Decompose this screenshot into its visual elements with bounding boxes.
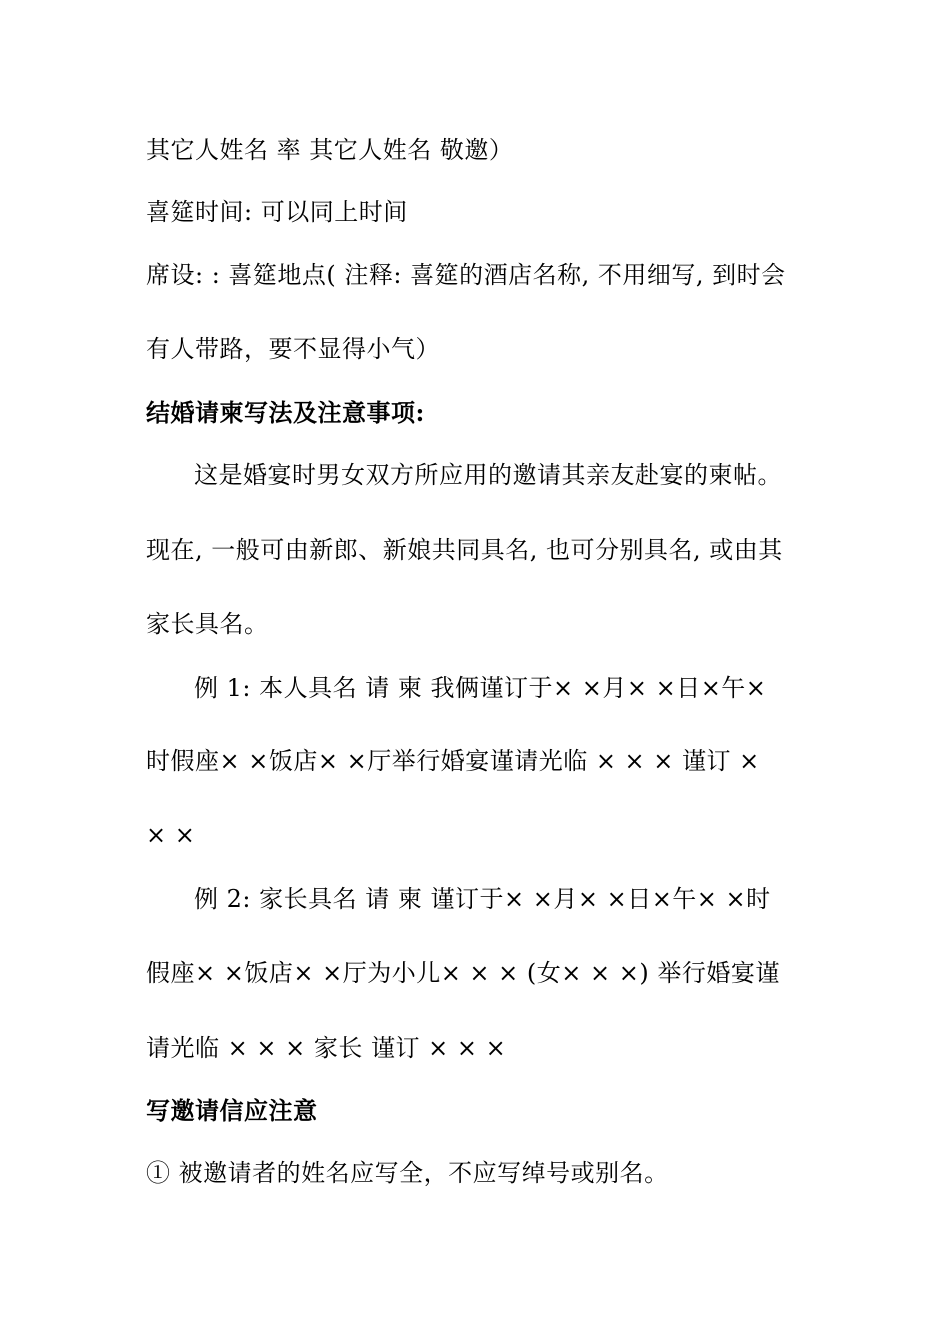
text-line: 时假座× ×饭店× ×厅举行婚宴谨请光临 × × × 谨订 × <box>146 747 760 775</box>
text-line: 喜筵时间: 可以同上时间 <box>146 198 408 226</box>
text-line: 家长具名。 <box>146 610 269 638</box>
text-line: ① 被邀请者的姓名应写全，不应写绰号或别名。 <box>146 1159 669 1187</box>
text-line: 这是婚宴时男女双方所应用的邀请其亲友赴宴的柬帖。 <box>194 461 782 489</box>
text-line: 例 2: 家长具名 请 柬 谨订于× ×月× ×日×午× ×时 <box>194 885 771 913</box>
text-line: 假座× ×饭店× ×厅为小儿× × × (女× × ×) 举行婚宴谨 <box>146 959 780 987</box>
text-line: 请光临 × × × 家长 谨订 × × × <box>146 1034 507 1062</box>
section-heading: 结婚请柬写法及注意事项: <box>146 398 425 427</box>
text-line: × × <box>146 821 196 849</box>
text-line: 席设: : 喜筵地点( 注释: 喜筵的酒店名称, 不用细写, 到时会 <box>146 261 786 289</box>
text-line: 其它人姓名 率 其它人姓名 敬邀） <box>146 136 514 164</box>
text-line: 有人带路，要不显得小气） <box>146 335 440 363</box>
section-heading: 写邀请信应注意 <box>146 1096 318 1125</box>
text-line: 现在, 一般可由新郎、新娘共同具名, 也可分别具名, 或由其 <box>146 536 783 564</box>
text-line: 例 1: 本人具名 请 柬 我俩谨订于× ×月× ×日×午× <box>194 674 767 702</box>
